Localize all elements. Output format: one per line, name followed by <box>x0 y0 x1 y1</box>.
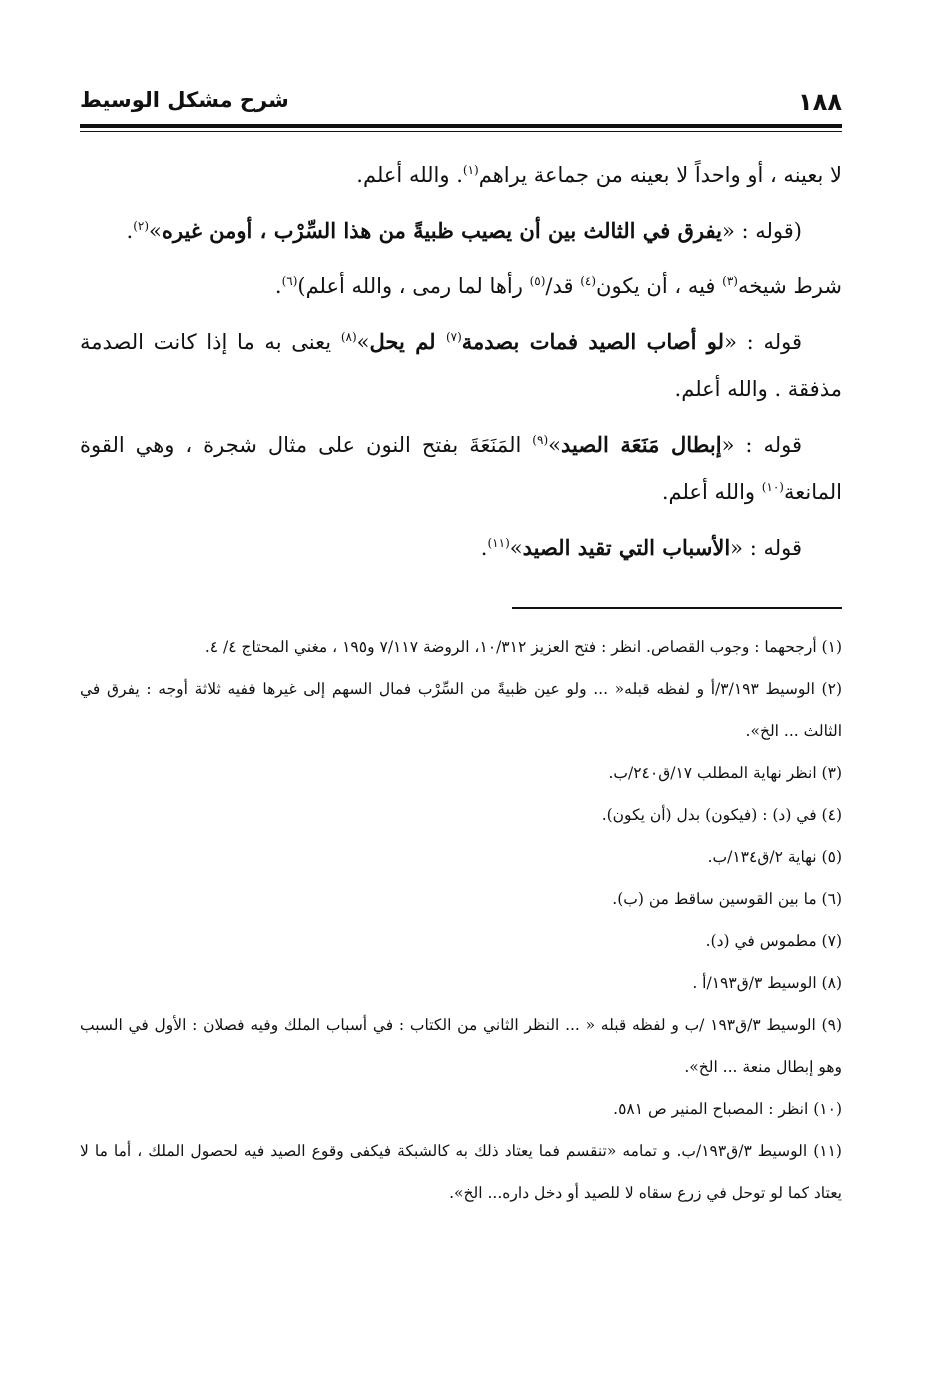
paragraph-2 <box>80 207 842 255</box>
paragraph-5-pre: قوله : « <box>721 433 802 457</box>
footnote-5: (٥) نهاية ٢/ق١٣٤/ب. <box>707 848 842 866</box>
paragraph-1-text: لا بعينه ، أو واحداً لا بعينه من جماعة يراهم <box>478 163 842 187</box>
paragraph-4-pre: قوله : « <box>724 330 802 354</box>
footnote-ref-3: (٣) <box>722 274 738 288</box>
footnote-3: (٣) انظر نهاية المطلب ١٧/ق٢٤٠/ب. <box>608 764 842 782</box>
footnote-11: (١١) الوسيط ٣/ق١٩٣/ب. و تمامه «تنقسم فما يعتاد ذلك به كالشبكة فيكفى وقوع الصيد فيه لحصول الملك ، أما ما لا يعتاد كما لو توحل في زرع سقاه لا للصيد أو دخل داره... الخ». <box>80 1142 842 1202</box>
footnote-9: (٩) الوسيط ٣/ق١٩٣ /ب و لفظه قبله « ... النظر الثاني من الكتاب : في أسباب الملك وفيه فصلان : الأول في السبب وهو إبطال منعة ... الخ». <box>80 1016 842 1076</box>
paragraph-6-tail: . <box>480 536 488 560</box>
paragraph-3-b: فيه ، أن يكون <box>596 274 723 298</box>
header-rule-thin <box>80 131 842 132</box>
paragraph-3-tail: . <box>274 274 282 298</box>
paragraph-4-quote-b: لم يحل <box>369 329 446 354</box>
footnote-ref-2: (٢) <box>133 219 150 233</box>
paragraph-4-tail: يعنى به ما إذا كانت الصدمة مذفقة . والله أعلم. <box>80 330 842 401</box>
paragraph-1 <box>80 152 842 199</box>
footnote-10: (١٠) انظر : المصباح المنير ص ٥٨١. <box>613 1100 842 1118</box>
footnote-ref-8: (٨) <box>340 330 357 344</box>
footnote-ref-11: (١١) <box>487 536 510 550</box>
footnote-ref-7: (٧) <box>445 330 462 344</box>
page-header <box>80 88 842 122</box>
footnotes <box>80 626 842 1214</box>
footnote-7: (٧) مطموس في (د). <box>705 932 842 950</box>
paragraph-6-quote: الأسباب التي تقيد الصيد <box>522 535 731 560</box>
footnote-ref-9: (٩) <box>532 433 549 447</box>
footnote-8: (٨) الوسيط ٣/ق١٩٣/أ . <box>692 974 842 992</box>
paragraph-1-tail: . والله أعلم. <box>356 163 463 187</box>
paragraph-3-a: شرط شيخه <box>737 274 842 298</box>
paragraph-2-pre: (قوله : « <box>721 219 802 243</box>
footnote-1: (١) أرجحهما : وجوب القصاص. انظر : فتح العزيز ١٠/٣١٢، الروضة ٧/١١٧ و١٩٥ ، مغني المحتاج ٤/ ٤. <box>204 638 842 656</box>
paragraph-6-pre: قوله : « <box>730 536 802 560</box>
footnote-ref-1: (١) <box>462 163 479 177</box>
paragraph-6-post: » <box>509 536 523 560</box>
page-number: ١٨٨ <box>798 88 842 116</box>
paragraph-3-d: رأها لما رمى ، والله أعلم) <box>297 274 530 298</box>
paragraph-4 <box>80 318 842 413</box>
footnote-2: (٢) الوسيط ٣/١٩٣/أ و لفظه قبله« ... ولو عين ظبيةً من السِّرْب فمال السهم إلى غيرها ففيه ثلاثة أوجه : يفرق في الثالث ... الخ». <box>80 680 842 740</box>
footnote-ref-6: (٦) <box>281 274 298 288</box>
paragraph-2-quote: يفرق في الثالث بين أن يصيب ظبيةً من هذا السِّرْب ، أومن غيره <box>161 218 722 243</box>
footnote-4: (٤) في (د) : (فيكون) بدل (أن يكون). <box>601 806 842 824</box>
paragraph-2-tail: . <box>126 219 134 243</box>
footnote-ref-5: (٥) <box>529 274 546 288</box>
paragraph-5-quote: إبطال مَنَعَة الصيد <box>560 432 722 457</box>
footnote-ref-4: (٤) <box>580 274 597 288</box>
paragraph-5-text: المَنَعَةَ بفتح النون على مثال شجرة ، وهي القوة المانعة <box>80 433 842 504</box>
header-rule-thick <box>80 124 842 128</box>
paragraph-2-post: » <box>149 219 162 243</box>
footnote-6: (٦) ما بين القوسين ساقط من (ب). <box>612 890 842 908</box>
main-text <box>80 152 842 580</box>
paragraph-5 <box>80 421 842 516</box>
paragraph-4-quote-a: لو أصاب الصيد فمات بصدمة <box>461 329 725 354</box>
paragraph-5-post: » <box>548 433 561 457</box>
footnote-separator <box>512 607 842 609</box>
paragraph-4-post: » <box>356 330 370 354</box>
paragraph-3 <box>80 263 842 310</box>
paragraph-5-tail: والله أعلم. <box>661 480 762 504</box>
running-title: شرح مشكل الوسيط <box>80 88 289 112</box>
footnote-ref-10: (١٠) <box>761 480 784 494</box>
paragraph-3-c: قد/ <box>545 274 581 298</box>
paragraph-6 <box>80 524 842 572</box>
